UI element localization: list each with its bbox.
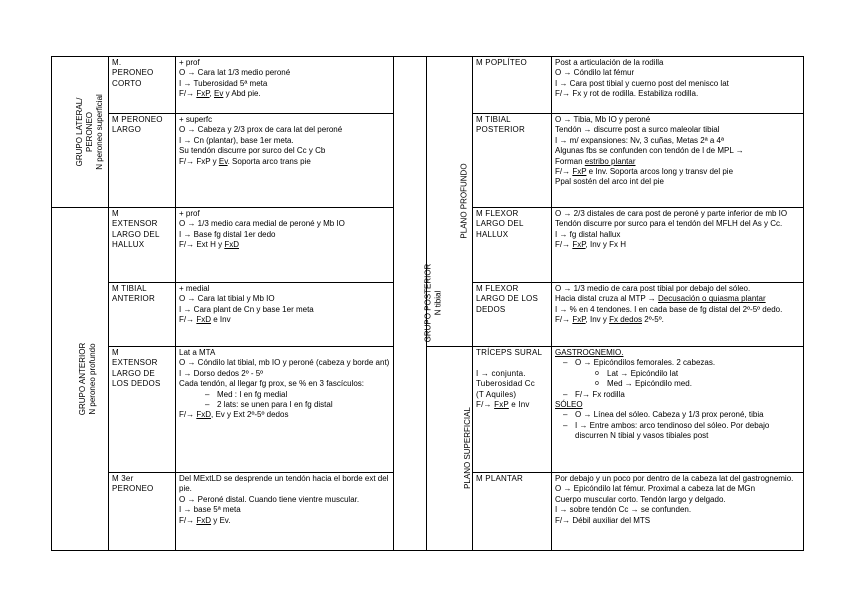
group-posterior-vertical-text	[423, 264, 443, 343]
desc-line: o Lat → Epicóndilo lat	[555, 369, 800, 379]
group-anterior-vertical-text	[78, 343, 98, 415]
desc-line: Su tendón discurre por surco del Cc y Cb	[179, 146, 326, 156]
muscle-desc-tibial-posterior	[552, 114, 804, 208]
func-line-part: e Inv	[508, 400, 530, 410]
desc-line	[555, 157, 800, 167]
desc-line: O → Cabeza y 2/3 prox de cara lat del peroné	[179, 125, 343, 135]
group-lateral-vertical-text	[75, 94, 105, 170]
desc-line-part: F/→	[179, 515, 197, 525]
desc-line: – F/→ Fx rodilla	[555, 390, 800, 400]
muscle-desc-tibial-anterior	[176, 283, 394, 347]
desc-line: O → Cara lat 1/3 medio peroné	[179, 68, 291, 78]
desc-line: – I → Entre ambos: arco tendinoso del sóleo. Por debajo discurren N tibial y vasos tibiales post	[555, 421, 800, 442]
desc-line-part: Decusación o quiasma plantar	[658, 294, 766, 304]
desc-line-part: FxP	[572, 167, 587, 177]
right-muscle-table	[393, 56, 804, 551]
desc-line: O → Tibia, Mb IO y peroné	[555, 115, 651, 124]
plano-profundo-text: PLANO PROFUNDO	[459, 163, 469, 239]
desc-line-part: F/→	[555, 167, 573, 177]
desc-line	[555, 240, 800, 250]
desc-line: SÓLEO	[555, 400, 583, 410]
desc-line-part: FxD	[224, 240, 240, 250]
desc-line: I → sobre tendón Cc → se confunden.	[555, 505, 692, 515]
desc-line-part: Forman	[555, 156, 585, 166]
desc-line	[179, 410, 390, 420]
desc-line-part: Fx dedos	[609, 315, 643, 325]
desc-line: Algunas fbs se confunden con tendón de l de MPL →	[555, 146, 744, 156]
desc-line	[555, 167, 800, 177]
desc-line	[179, 315, 390, 325]
desc-line: Tendón discurre por surco para el tendón del MFLH del As y Cc.	[555, 219, 783, 229]
desc-line: O → Cara lat tibial y Mb IO	[179, 294, 275, 304]
group-posterior-nerve: N tibial	[433, 291, 443, 316]
desc-line: I → % en 4 tendones. I en cada base de fg distal del 2º-5º dedo.	[555, 304, 783, 314]
group-lateral-title: GRUPO LATERAL/	[74, 97, 84, 167]
muscle-desc-tercer-peroneo	[176, 473, 394, 551]
func-line	[476, 400, 548, 410]
desc-line-part: ,	[209, 89, 214, 99]
desc-line-part: FxP	[572, 240, 586, 250]
desc-line-part: F/→ Ext H y	[179, 240, 225, 250]
desc-line: O → Cóndilo lat tibial, mb IO y peroné (cabeza y borde ant)	[179, 358, 390, 368]
desc-line	[555, 315, 800, 325]
muscle-desc-peroneo-corto	[176, 57, 394, 114]
desc-line: – Med : I en fg medial	[179, 390, 390, 400]
desc-line: O → 1/3 medio cara medial de peroné y Mb IO	[179, 219, 345, 229]
func-line-part: F/→	[476, 400, 495, 410]
desc-line-part: Ev	[214, 89, 224, 99]
muscle-name-extensor-largo-dedos: M EXTENSOR LARGO DE LOS DEDOS	[109, 347, 176, 473]
desc-line-part: F/→ FxP y	[179, 156, 219, 166]
muscle-name-extensor-largo-hallux: M EXTENSOR LARGO DEL HALLUX	[109, 208, 176, 283]
desc-line: I → m/ expansiones: Nv, 3 cuñas, Metas 2ª a 4ª	[555, 135, 724, 145]
desc-line-part: FxD	[196, 410, 212, 420]
muscle-name-tibial-anterior: M TIBIAL ANTERIOR	[109, 283, 176, 347]
desc-line-part: F/→	[179, 315, 197, 325]
desc-line-part: , Inv y	[585, 315, 610, 325]
muscle-name-tibial-posterior: M TIBIAL POSTERIOR	[473, 114, 552, 208]
group-anterior-title: GRUPO ANTERIOR	[78, 342, 88, 416]
desc-line: Cada tendón, al llegar fg prox, se % en 3 fascículos:	[179, 379, 364, 389]
desc-line: Por debajo y un poco por dentro de la cabeza lat del gastrognemio.	[555, 474, 794, 483]
muscle-name-tercer-peroneo: M 3er PERONEO	[109, 473, 176, 551]
desc-line: F/→ Débil auxiliar del MTS	[555, 515, 651, 525]
desc-line-part: e Inv. Soporta arcos long y transv del pie	[586, 167, 734, 177]
desc-line: GASTROGNEMIO.	[555, 348, 624, 357]
muscle-desc-flexor-largo-dedos	[552, 283, 804, 347]
desc-line: F/→ Fx y rot de rodilla. Estabiliza rodilla.	[555, 89, 699, 99]
desc-line-part: Hacia distal cruza al MTP →	[555, 294, 658, 304]
desc-line-part: F/→	[555, 240, 573, 250]
desc-line	[179, 157, 390, 167]
group-lateral-subtitle: PERONEO	[84, 111, 94, 152]
desc-line: I → Dorso dedos 2º - 5º	[179, 368, 264, 378]
desc-line-part: y Abd pie.	[223, 89, 261, 99]
desc-line: I → Cara post tibial y cuerno post del menisco lat	[555, 78, 729, 88]
muscle-name-popliteo: M POPLÍTEO	[473, 57, 552, 114]
plano-superficial-text: PLANO SUPERFICIAL	[462, 407, 472, 490]
desc-line-part: , Ev y Ext 2º-5º dedos	[211, 410, 289, 420]
desc-line: I → Cara plant de Cn y base 1er meta	[179, 304, 314, 314]
muscle-name-peroneo-corto: M. PERONEO CORTO	[109, 57, 176, 114]
muscle-desc-flexor-largo-hallux	[552, 208, 804, 283]
desc-line-part: FxD	[196, 315, 212, 325]
muscle-desc-extensor-largo-dedos	[176, 347, 394, 473]
desc-line: + prof	[179, 209, 200, 218]
desc-line: + superfc	[179, 115, 213, 124]
muscle-desc-triceps-sural	[552, 347, 804, 473]
desc-line: + prof	[179, 58, 200, 67]
desc-line-part: y Ev.	[211, 515, 231, 525]
desc-line: I → Cn (plantar), base 1er meta.	[179, 135, 294, 145]
muscle-cell-triceps-sural	[473, 347, 552, 473]
group-anterior-nerve: N peroneo profundo	[88, 343, 98, 415]
group-lateral-label	[52, 57, 109, 208]
desc-line: Tendón → discurre post a surco maleolar tibial	[555, 125, 720, 135]
group-posterior-title: GRUPO POSTERIOR	[423, 263, 433, 343]
desc-line-part: . Soporta arco trans pie	[227, 156, 311, 166]
desc-line: I → Base fg distal 1er dedo	[179, 229, 276, 239]
muscle-desc-plantar	[552, 473, 804, 551]
desc-line: O → 2/3 distales de cara post de peroné y parte inferior de mb IO	[555, 209, 788, 218]
muscle-desc-extensor-largo-hallux	[176, 208, 394, 283]
desc-line: Post a articulación de la rodilla	[555, 58, 664, 67]
desc-line: Cuerpo muscular corto. Tendón largo y delgado.	[555, 494, 726, 504]
desc-line: O → Cóndilo lat fémur	[555, 68, 635, 78]
desc-line-part: FxP	[196, 89, 210, 99]
desc-line-part: estribo plantar	[584, 156, 636, 166]
desc-line-part: F/→	[179, 410, 197, 420]
desc-line: I → Tuberosidad 5ª meta	[179, 78, 268, 88]
muscle-name-flexor-largo-hallux: M FLEXOR LARGO DEL HALLUX	[473, 208, 552, 283]
desc-line	[555, 294, 800, 304]
desc-line-part: F/→	[555, 315, 573, 325]
desc-line	[179, 89, 390, 99]
desc-line-part: Ev	[218, 156, 228, 166]
desc-line-part: , Inv y Fx H	[585, 240, 626, 250]
func-line-part: FxP	[494, 400, 509, 410]
desc-line: O → Epicóndilo lat fémur. Proximal a cabeza lat de MGn	[555, 484, 756, 494]
desc-line: I → fg distal hallux	[555, 229, 621, 239]
muscle-desc-popliteo	[552, 57, 804, 114]
desc-line: O → Peroné distal. Cuando tiene vientre muscular.	[179, 494, 360, 504]
muscle-name-flexor-largo-dedos: M FLEXOR LARGO DE LOS DEDOS	[473, 283, 552, 347]
desc-line-part: 2º-5º.	[642, 315, 664, 325]
group-anterior-label	[52, 208, 109, 551]
desc-line	[179, 516, 390, 526]
desc-line: Ppal sostén del arco int del pie	[555, 177, 664, 187]
desc-line-part: FxD	[196, 515, 212, 525]
desc-line-part: F/→	[179, 89, 197, 99]
desc-line: – O → Línea del sóleo. Cabeza y 1/3 prox peroné, tibia	[555, 410, 800, 420]
left-muscle-table	[51, 56, 394, 551]
desc-line: o Med → Epicóndilo med.	[555, 379, 800, 389]
desc-line: Lat a MTA	[179, 348, 216, 357]
desc-line: I → base 5ª meta	[179, 505, 241, 515]
muscle-name-plantar: M PLANTAR	[473, 473, 552, 551]
group-lateral-nerve: N peroneo superficial	[94, 93, 104, 170]
muscle-desc-peroneo-largo	[176, 114, 394, 208]
desc-line-part: e Inv	[211, 315, 231, 325]
desc-line: – 2 lats: se unen para I en fg distal	[179, 400, 390, 410]
plano-superficial-label	[427, 347, 473, 551]
desc-line: Del MExtLD se desprende un tendón hacia el borde ext del pie.	[179, 474, 389, 494]
muscle-func-triceps-sural	[476, 400, 548, 410]
desc-line	[179, 240, 390, 250]
desc-line: O → 1/3 medio de cara post tibial por debajo del sóleo.	[555, 284, 751, 293]
group-posterior-label	[394, 57, 443, 551]
muscle-name-peroneo-largo: M PERONEO LARGO	[109, 114, 176, 208]
desc-line: + medial	[179, 284, 210, 293]
desc-line-part: FxP	[572, 315, 586, 325]
desc-line: – O → Epicóndilos femorales. 2 cabezas.	[555, 358, 800, 368]
muscle-name-triceps-sural: TRÍCEPS SURAL I → conjunta. Tuberosidad Cc (T Aquiles)	[476, 348, 543, 399]
